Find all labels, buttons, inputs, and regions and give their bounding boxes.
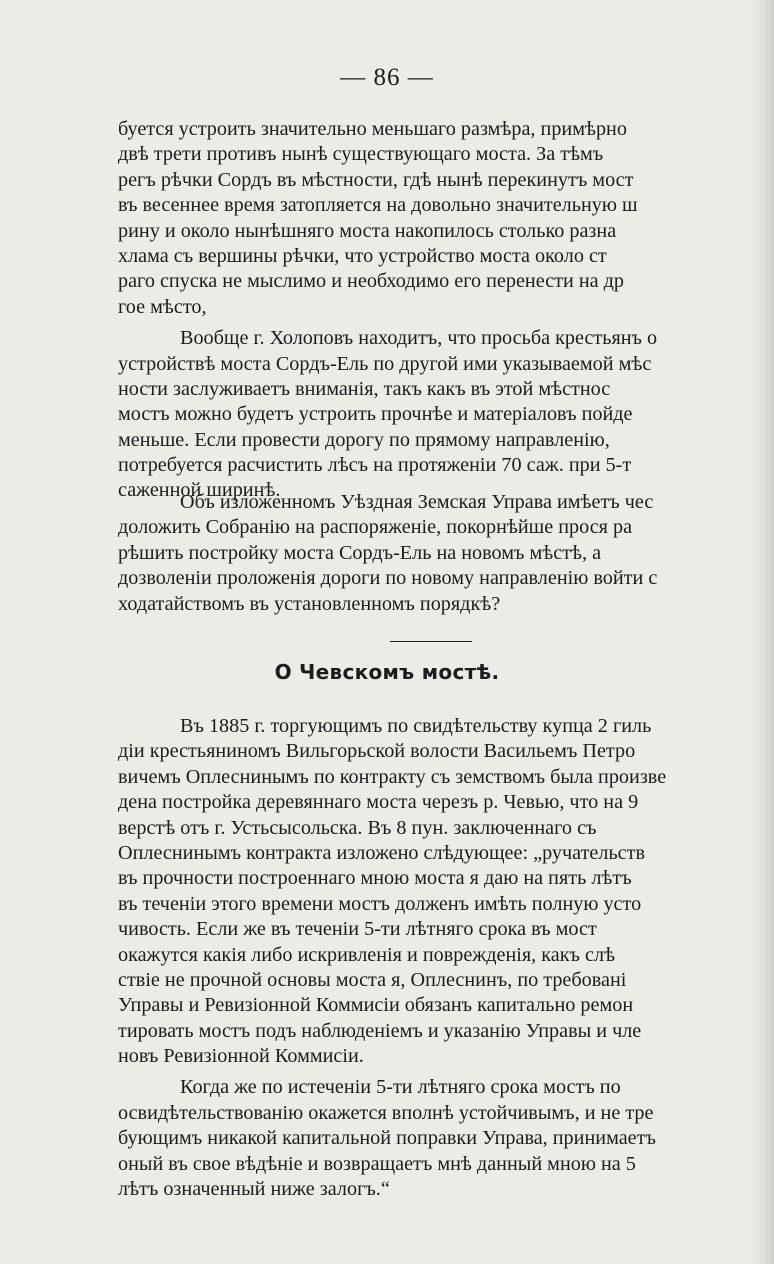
- text-line: бующимъ никакой капитальной поправки Управа, принимаетъ: [118, 1127, 656, 1150]
- text-line: въ прочности построеннаго мною моста я даю на пять лѣтъ: [118, 867, 632, 890]
- text-line: верстѣ отъ г. Устьсысольска. Въ 8 пун. заключеннаго съ: [118, 816, 597, 839]
- text-line: гое мѣсто,: [118, 295, 207, 318]
- section-divider: [390, 641, 472, 642]
- text-line: меньше. Если провести дорогу по прямому направленію,: [118, 428, 610, 451]
- text-line: Когда же по истеченіи 5-ти лѣтняго срока мостъ по: [180, 1076, 621, 1099]
- text-line: Вообще г. Холоповъ находитъ, что просьба крестьянъ о: [180, 327, 658, 350]
- text-block-upper: [118, 117, 740, 504]
- text-line: въ теченіи этого времени мостъ долженъ имѣть полную усто: [118, 892, 642, 915]
- paragraph-kholopov-opinion: [118, 326, 740, 504]
- text-line: Въ 1885 г. торгующимъ по свидѣтельству купца 2 гиль: [180, 715, 652, 737]
- text-line: діи крестьяниномъ Вильгорьской волости Васильемъ Петро: [118, 740, 636, 763]
- text-line: регъ рѣчки Сордъ въ мѣстности, гдѣ нынѣ перекинутъ мост: [118, 168, 634, 191]
- text-line: ствіе не прочной основы моста я, Оплеснинъ, по требовані: [118, 968, 627, 991]
- text-line: двѣ трети противъ нынѣ существующаго моста. За тѣмъ: [118, 143, 604, 166]
- text-line: раго спуска не мыслимо и необходимо его перенести на др: [118, 270, 625, 293]
- paragraph-guarantee: [118, 1075, 740, 1202]
- text-line: ходатайствомъ въ установленномъ порядкѣ?: [118, 592, 501, 615]
- text-line: дена постройка деревяннаго моста черезъ р. Чевью, что на 9: [118, 791, 639, 814]
- text-line: устройствѣ моста Сордъ-Ель по другой ими указываемой мѣс: [118, 352, 652, 375]
- text-line: Оплеснинымъ контракта изложено слѣдующее: „ручательств: [118, 841, 645, 864]
- text-line: доложить Собранію на распоряженіе, покорнѣйше прося ра: [118, 516, 633, 539]
- text-line: Объ изложенномъ Уѣздная Земская Управа имѣетъ чес: [180, 491, 654, 513]
- text-line: вичемъ Оплеснинымъ по контракту съ земствомъ была произве: [118, 765, 667, 788]
- text-line: оный въ свое вѣдѣніе и возвращаетъ мнѣ данный мною на 5: [118, 1152, 636, 1175]
- text-line: чивость. Если же въ теченіи 5-ти лѣтняго срока въ мост: [118, 918, 597, 941]
- page-edge-shadow: [750, 0, 774, 1264]
- text-line: рѣшить постройку моста Сордъ-Ель на новомъ мѣстѣ, а: [118, 541, 602, 564]
- text-line: въ весеннее время затопляется на довольно значительную ш: [118, 194, 638, 217]
- text-line: лѣтъ означенный ниже залогъ.“: [118, 1178, 390, 1201]
- paragraph-contract: [118, 714, 740, 1069]
- text-line: мостъ можно будетъ устроить прочнѣе и матеріаловъ пойде: [118, 403, 633, 426]
- paragraph-bridge-size: [118, 117, 740, 320]
- text-block-chevsky-bridge: [118, 714, 740, 1202]
- text-line: хлама съ вершины рѣчки, что устройство моста около ст: [118, 244, 607, 267]
- text-line: саженной ширинѣ.: [118, 479, 281, 502]
- text-line: дозволеніи проложенія дороги по новому направленію войти с: [118, 567, 658, 590]
- text-line: окажутся какія либо искривленія и поврежденія, какъ слѣ: [118, 943, 616, 966]
- text-line: ности заслуживаетъ вниманія, такъ какъ въ этой мѣстнос: [118, 377, 611, 400]
- text-line: тировать мостъ подъ наблюденіемъ и указанію Управы и чле: [118, 1019, 642, 1042]
- paragraph-board-proposal: [118, 490, 740, 617]
- text-line: рину и около нынѣшняго моста накопилось столько разна: [118, 219, 617, 242]
- text-line: потребуется расчистить лѣсъ на протяженіи 70 саж. при 5-т: [118, 454, 632, 477]
- text-line: новъ Ревизіонной Коммисіи.: [118, 1045, 364, 1068]
- section-heading: О Чевскомъ мостѣ.: [274, 660, 500, 684]
- text-line: Управы и Ревизіонной Коммисіи обязанъ капитально ремон: [118, 994, 634, 1017]
- text-line: освидѣтельствованію окажется вполнѣ устойчивымъ, и не тре: [118, 1101, 654, 1124]
- page-number: — 86 —: [340, 64, 434, 91]
- text-line: буется устроить значительно меньшаго размѣра, примѣрно: [118, 118, 627, 140]
